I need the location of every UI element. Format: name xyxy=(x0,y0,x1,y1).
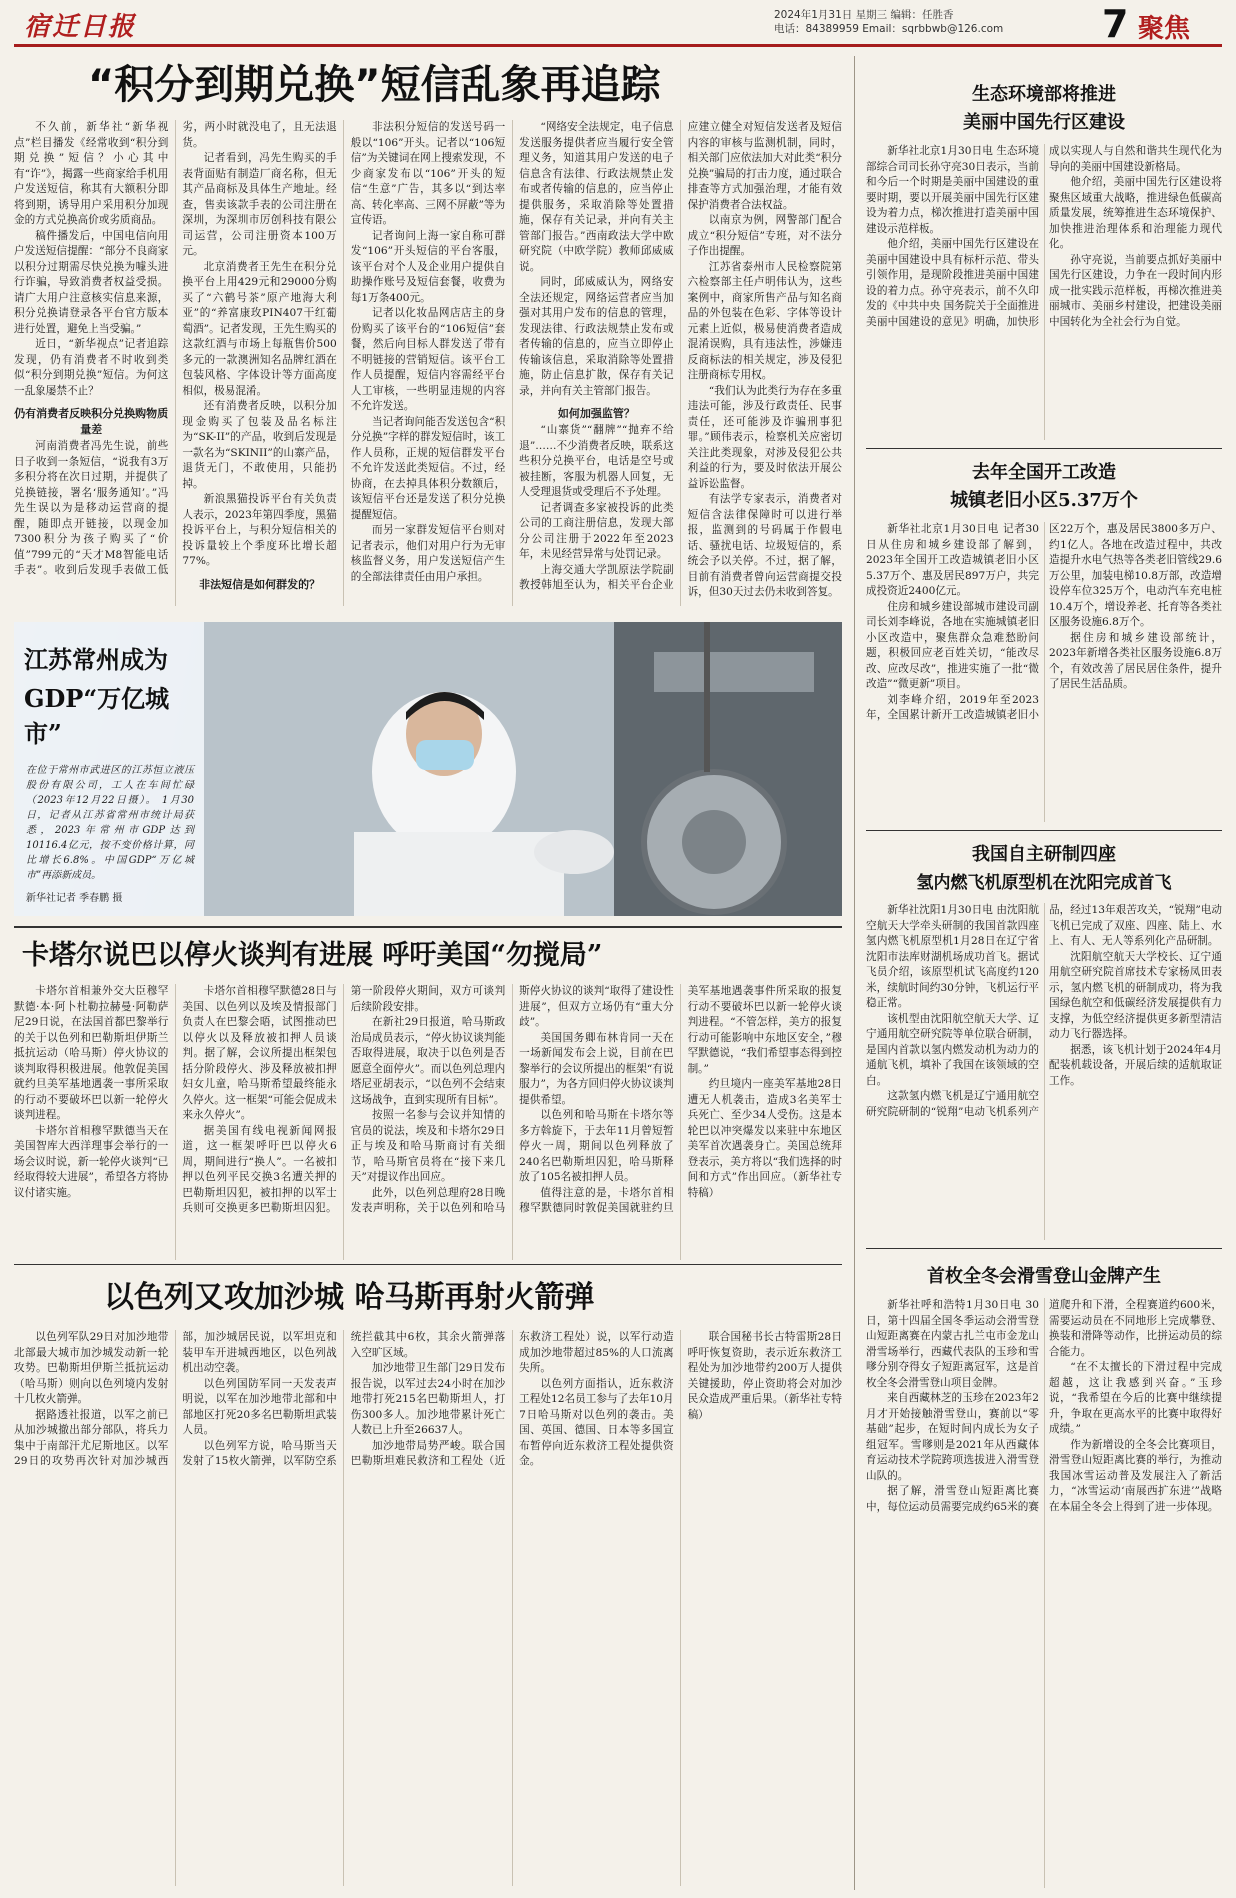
qatar-para: 卡塔尔首相穆罕默德28日与美国、以色列以及埃及情报部门负责人在巴黎会晤，试图推动巴以停火以及释放被扣押人员谈判。据了解，会议所提出框架包括分阶段停火、涉及释放被扣押妇女儿童，哈马斯希望最终能永久停火。这一框架“可能会促成未来永久停火”。 xyxy=(182,985,337,1121)
photo-credit: 新华社记者 季春鹏 摄 xyxy=(26,893,123,904)
photo-story xyxy=(14,622,842,916)
main-para: 非法积分短信的发送号码一般以“106”开头。记者以“106短信”为关键词在网上搜索发现，不少商家发布以“106”开头的短信“生意”广告，其多以“到达率高、转化率高、三网不屏蔽”等为宣传语。 xyxy=(350,121,506,226)
ski-story xyxy=(866,1262,1222,1890)
page-number: 7 xyxy=(1102,2,1129,46)
main-para: 还有消费者反映，以积分加现金购买了包装及品名标注为“SK-II”的产品，收到后发现是一款名为“SKINII”的山寨产品，退货无门，不敢使用，只能扔掉。 xyxy=(182,400,337,490)
hydrogen-para: 新华社沈阳1月30日电 由沈阳航空航天大学牵头研制的我国首款四座氢内燃飞机原型机1月28日在辽宁省沈阳市法库财湖机场成功首飞。据试飞员介绍，该原型机试飞高度约120米，续航时间约30分钟，飞机运行平稳正常。 xyxy=(866,904,1039,1009)
ecology-para: 他介绍，美丽中国先行区建设在美丽中国建设中具有标杆示范、带头引领作用，是现阶段推进美丽中国建设的着力点。孙守亮表示，前不久印发的《中共中央 国务院关于全面推进美丽中国建设的意见》明确，加快形成以实现人与自然和谐共生现代化为导向的美丽中国建设新格局。 xyxy=(866,145,1222,328)
main-headline: “积分到期兑换”短信乱象再追踪 xyxy=(88,62,661,108)
photo-headline-2: GDP“万亿城市” xyxy=(24,684,170,748)
main-para: 北京消费者王先生在积分兑换平台上用429元和29000分购买了“六鹤号茶”原产地海大利亚”的“养富康玫PIN407干红葡萄酒”。记者发现，王先生购买的这款红酒与市场上每瓶售价500多元的一款澳洲知名品牌红酒在包装风格、字体设计等方面高度相似，极易混淆。 xyxy=(182,260,337,397)
israel-para: 加沙地带卫生部门29日发布报告说，以军过去24小时在加沙地带打死215名巴勒斯坦人，打伤300多人。加沙地带累计死亡人数已上升至26637人。 xyxy=(350,1362,506,1436)
renovation-para: 据住房和城乡建设部统计，2023年新增各类社区服务设施6.8万个，有效改善了居民居住条件，提升了居民生活品质。 xyxy=(1049,631,1222,690)
main-para: “山寨货”“翻牌”“抛弃不给退”……不少消费者反映，联系这些积分兑换平台，电话是空号或被挂断，客服为机器人回复，无人受理退货或受理后不予处理。 xyxy=(519,424,674,498)
main-para: 江苏省泰州市人民检察院第六检察部主任卢明伟认为，这些案例中，商家所售产品与知名商品的外包装在色彩、字体等设计元素上近似，极易使消费者造成混淆误购，具有违法性，涉嫌违反商标法的相关规定，涉及侵犯注册商标专用权。 xyxy=(687,260,842,381)
israel-para: 以色列国防军同一天发表声明说，以军在加沙地带北部和中部地区打死20多名巴勒斯坦武装人员。 xyxy=(182,1377,337,1436)
renovation-para: 刘李峰介绍，2019年至2023年，全国累计新开工改造城镇老旧小区22万个，惠及居民3800多万户、约1亿人。各地在改造过程中，共改造提升水电气热等各类老旧管线29.6万公里，加装电梯10.8万部，改造增设停车位325万个，电动汽车充电桩10.4万个，增设养老、托育等各类社区服务设施6.8万个。 xyxy=(866,523,1222,721)
hydrogen-para: 沈阳航空航天大学校长、辽宁通用航空研究院首席技术专家杨凤田表示，氢内燃飞机的研制成功，将为我国绿色航空和低碳经济发展提供有力支撑，为低空经济提供更多新型清洁动力飞行器选择。 xyxy=(1049,950,1222,1040)
section-title: 聚焦 xyxy=(1138,14,1191,44)
main-body xyxy=(14,120,842,606)
qatar-para: 卡塔尔首相穆罕默德当天在美国智库大西洋理事会举行的一场会议时说，新一轮停火谈判“已经取得较大进展”，希望各方将协议付诸实施。 xyxy=(14,1124,169,1199)
divider-rule xyxy=(14,1264,842,1265)
column-divider xyxy=(854,56,855,1890)
divider-rule xyxy=(866,830,1222,831)
qatar-body xyxy=(14,984,842,1260)
ski-para: “在不太擅长的下滑过程中完成超越，这让我感到兴奋。”玉珍说，“我希望在今后的比赛中继续提升，争取在更高水平的比赛中取得好成绩。” xyxy=(1049,1361,1222,1435)
qatar-para: 卡塔尔首相兼外交大臣穆罕默德·本·阿卜杜勒拉赫曼·阿勒萨尼29日说，在法国首都巴黎举行的关于以色列和巴勒斯坦伊斯兰抵抗运动（哈马斯）停火协议的谈判取得积极进展。他敦促美国就约旦美军基地遇袭一事所采取的行动不要破坏巴以新一轮停火谈判进程。 xyxy=(14,985,169,1121)
ski-headline: 首枚全冬会滑雪登山金牌产生 xyxy=(927,1266,1161,1287)
ecology-headline-1: 生态环境部将推进 xyxy=(972,84,1116,105)
main-para: 当记者询问能否发送包含“积分兑换”字样的群发短信时，该工作人员称，正规的短信群发平台不允许发送此类短信。不过，经协商，在去掉具体积分数额后，该短信平台还是发送了积分兑换提醒短信。 xyxy=(350,415,506,521)
hydrogen-para: 该机型由沈阳航空航天大学、辽宁通用航空研究院等单位联合研制，是国内首款以氢内燃发动机为动力的通航飞机，填补了我国在该领域的空白。 xyxy=(866,1012,1039,1087)
divider-rule xyxy=(14,926,842,928)
divider-rule xyxy=(866,448,1222,449)
israel-headline: 以色列又攻加沙城 哈马斯再射火箭弹 xyxy=(104,1280,595,1315)
israel-para: 以色列方面指认，近东救济工程处12名员工参与了去年10月7日哈马斯对以色列的袭击。美国、英国、德国、日本等多国宣布暂停向近东救济工程处提供资金。 xyxy=(519,1377,674,1467)
ecology-body xyxy=(866,144,1222,440)
main-para: 记者以化妆品网店店主的身份购买了该平台的“106短信”套餐，然后向目标人群发送了带有不明链接的营销短信。该平台工作人员提醒，短信内容需经平台人工审核，一些明显违规的内容不允许发送。 xyxy=(350,307,506,412)
ski-para: 作为新增设的全冬会比赛项目，滑雪登山短距离比赛的举行，为推动我国冰雪运动普及发展注入了新活力，“冰雪运动‘南展西扩东进’”战略在本届全冬会上得到了进一步体现。 xyxy=(1049,1438,1222,1513)
masthead-meta xyxy=(774,8,1003,36)
qatar-para: 此外，以色列总理府28日晚发表声明称，关于以色列和哈马斯停火协议的谈判“取得了建设性进展”，但双方立场仍有“重大分歧”。 xyxy=(350,985,674,1214)
main-para: 河南消费者冯先生说，前些日子收到一条短信，“说我有3万多积分将在次日过期，并提供了兑换链接，署名‘服务通知’。”冯先生误以为是移动运营商的提醒，随即点开链接，以现金加7300积分为孩子购买了“价值”799元的“天才M8智能电话手表”。收到后发现手表做工低劣，两小时就没电了，且无法退货。 xyxy=(14,121,337,576)
newspaper-logo: 宿迁日报 xyxy=(24,12,137,42)
israel-para: 以色列军方说，哈马斯当天发射了15枚火箭弹，以军防空系统拦截其中6枚，其余火箭弹落入空旷区域。 xyxy=(182,1331,506,1467)
main-para: 近日，“新华视点”记者追踪发现，仍有消费者不时收到类似“积分到期兑换”短信。为何这一乱象屡禁不止？ xyxy=(14,338,169,397)
ecology-para: 孙守亮说，当前要点抓好美丽中国先行区建设，力争在一段时间内形成一批实践示范样板，再梯次推进美丽城市、美丽乡村建设，把建设美丽中国转化为全社会行为自觉。 xyxy=(1049,253,1222,328)
main-subhead: 仍有消费者反映积分兑换购物质量差 xyxy=(14,407,169,436)
contact-line: 电话：84389959 Email：sqrbbwb@126.com xyxy=(774,23,1004,35)
masthead xyxy=(14,2,1222,47)
main-para: 记者询问上海一家自称可群发“106”开头短信的平台客服，该平台对个人及企业用户提供自助操作账号及短信套餐，收费为每1万条400元。 xyxy=(350,229,506,304)
ecology-para: 他介绍，美丽中国先行区建设将聚焦区域重大战略，推进绿色低碳高质量发展，统筹推进生态环境保护、加快推进治理体系和治理能力现代化。 xyxy=(1049,176,1222,250)
ecology-story xyxy=(866,80,1222,440)
main-subhead: 如何加强监管？ xyxy=(557,407,635,420)
photo-caption-box xyxy=(14,622,204,916)
qatar-para: 按照一名参与会议并知情的官员的说法，埃及和卡塔尔29日正与埃及和哈马斯商讨有关细节，哈马斯官员将在“接下来几天”对提议作出回应。 xyxy=(350,1109,506,1183)
main-para: 而另一家群发短信平台则对记者表示，他们对用户行为无审核监督义务，用户发送短信产生的全部法律责任由用户承担。 xyxy=(350,524,506,583)
main-para: “网络安全法规定，电子信息发送服务提供者应当履行安全管理义务，知道其用户发送的电子信息含有法律、行政法规禁止发布或者传输的信息的，应当停止提供服务，采取消除等处置措施，保存有关记录，并向有关主管部门报告。”西南政法大学中欧研究院（中欧学院）教师邱威威说。 xyxy=(519,121,674,273)
main-para: 新浪黑猫投诉平台有关负责人表示，2023年第四季度，黑猫投诉平台上，与积分短信相关的投诉量较上个季度环比增长超77%。 xyxy=(182,493,337,567)
main-subhead: 非法短信是如何群发的？ xyxy=(199,577,321,591)
israel-story xyxy=(14,1270,842,1890)
ski-para: 据了解，滑雪登山短距离比赛中，每位运动员需要完成约65米的赛道爬升和下滑，全程赛道约600米，需要运动员在不同地形上完成攀登、换装和滑降等动作，比拼运动员的综合能力。 xyxy=(866,1299,1222,1513)
qatar-para: 在新社29日报道，哈马斯政治局成员表示，“停火协议谈判能否取得进展，取决于以色列是否愿意全面停火”。而以色列总理内塔尼亚胡表示，“以色列不会结束这场战争，直到实现所有目标”。 xyxy=(350,1016,506,1106)
ski-para: 来自西藏林芝的玉珍在2023年2月才开始接触滑雪登山，赛前以“零基础”起步，在短时间内成长为女子组冠军。雪嗲则是2021年从西藏体育运动技术学院跨项选拔进入滑雪登山队的。 xyxy=(866,1392,1039,1482)
main-para: 记者看到，冯先生购买的手表背面贴有制造厂商名称，但无其产品商标及具体生产地址。经查，售卖该款手表的公司注册在深圳，为深圳市厉创科技有限公司运营，公司注册资本100万元。 xyxy=(182,152,337,257)
main-para: “我们认为此类行为存在多重违法可能，涉及行政责任、民事责任，还可能涉及诈骗刑事犯罪。”顾伟表示，检察机关应密切关注此类现象，对涉及侵犯公共利益的行为，要及时依法开展公益诉讼监督。 xyxy=(687,384,842,490)
main-para: 以南京为例，网警部门配合成立“积分短信”专班，对不法分子作出提醒。 xyxy=(687,214,842,257)
israel-body xyxy=(14,1330,842,1886)
ecology-headline-2: 美丽中国先行区建设 xyxy=(963,112,1125,133)
divider-rule xyxy=(866,1248,1222,1249)
main-para: 同时，邱威威认为，网络安全法还规定，网络运营者应当加强对其用户发布的信息的管理，发现法律、行政法规禁止发布或者传输的信息的，应当立即停止传输该信息，采取消除等处置措施，防止信息扩散，保存有关记录，并向有关主管部门报告。 xyxy=(519,276,674,397)
photo-caption: 在位于常州市武进区的江苏恒立液压股份有限公司，工人在车间忙碌（2023年12月22日摄）。 1月30日，记者从江苏省常州市统计局获悉，2023年常州市GDP达到10116.4亿元，按不变价格计算，同比增长6.8%。中国GDP“万亿城市”再添新成员。 xyxy=(26,765,194,881)
israel-para: 据路透社报道，以军之前已从加沙城撤出部分部队，将兵力集中于南部汗尤尼斯地区。以军29日的攻势再次针对加沙城西部，加沙城居民说，以军坦克和装甲车开进城西地区，以色列战机出动空袭。 xyxy=(14,1331,337,1467)
qatar-para: 美国国务卿布林肯同一天在一场新闻发布会上说，目前在巴黎举行的会议所提出的框架“有说服力”，为各方回归停火协议谈判提供希望。 xyxy=(519,1031,674,1106)
main-para: 记者调查多家被投诉的此类公司的工商注册信息，发现大部分公司注册于2022年至2023年，未见经营异常与处罚记录。 xyxy=(519,501,674,560)
renovation-para: 住房和城乡建设部城市建设司副司长刘李峰说，各地在实施城镇老旧小区改造中，聚焦群众急难愁盼问题，积极回应老百姓关切，“能改尽改、应改尽改”，推进实施了一批“微改造”“微更新”项目。 xyxy=(866,600,1039,690)
israel-para: 加沙地带局势严峻。联合国巴勒斯坦难民救济和工程处（近东救济工程处）说，以军行动造成加沙地带超过85%的人口流离失所。 xyxy=(350,1331,674,1467)
ecology-para: 新华社北京1月30日电 生态环境部综合司司长孙守亮30日表示，当前和今后一个时期是美丽中国建设的重要时期，要以开展美丽中国先行区建设为着力点，梯次推进打造美丽中国建设示范样板。 xyxy=(866,145,1039,235)
hydrogen-headline-2: 氢内燃飞机原型机在沈阳完成首飞 xyxy=(916,873,1172,893)
photo-headline-1: 江苏常州成为 xyxy=(24,645,168,674)
israel-para: 联合国秘书长古特雷斯28日呼吁恢复资助，表示近东救济工程处为加沙地带约200万人提供关键援助，停止资助将会对加沙民众造成严重后果。（新华社专特稿） xyxy=(687,1331,842,1421)
qatar-para: 以色列和哈马斯在卡塔尔等多方斡旋下，于去年11月曾短暂停火一周，期间以色列释放了240名巴勒斯坦囚犯，哈马斯释放了105名被扣押人员。 xyxy=(519,1109,674,1183)
qatar-para: 约旦境内一座美军基地28日遭无人机袭击，造成3名美军士兵死亡、至少34人受伤。这是本轮巴以冲突爆发以来驻中东地区美军首次遇袭身亡。美国总统拜登表示，美方将以“我们选择的时间和方式”作出回应。（新华社专特稿） xyxy=(687,1078,842,1199)
ski-body xyxy=(866,1298,1222,1888)
main-para: 上海交通大学凯原法学院副教授韩旭至认为，相关平台企业应建立健全对短信发送者及短信内容的审核与监测机制，同时，相关部门应依法加大对此类“积分兑换”骗局的打击力度，通过联合排查等方式加强治理，才能有效保护消费者合法权益。 xyxy=(519,121,842,591)
ski-para: 新华社呼和浩特1月30日电 30日，第十四届全国冬季运动会滑雪登山短距离赛在内蒙古扎兰屯市金龙山滑雪场举行，西藏代表队的玉珍和雪嗲分别夺得女子短距离冠军，这是首枚全冬会滑雪登山项目金牌。 xyxy=(866,1299,1039,1389)
hydrogen-body xyxy=(866,903,1222,1240)
renovation-headline-2: 城镇老旧小区5.37万个 xyxy=(950,490,1138,511)
main-para: 有法学专家表示，消费者对短信含法律保障时可以进行举报，监测到的号码属于作假电话、骚扰电话、垃圾短信的，系统会予以关停。不过，据了解，目前有消费者曾向运营商提交投诉，但30天过去仍未收到答复。 xyxy=(687,493,842,598)
renovation-para: 新华社北京1月30日电 记者30日从住房和城乡建设部了解到，2023年全国开工改造城镇老旧小区5.37万个、惠及居民897万户，共完成投资近2400亿元。 xyxy=(866,523,1039,597)
qatar-para: 据美国有线电视新闻网报道，这一框架呼吁巴以停火6周，期间进行“换人”。一名被扣押以色列平民交换3名遭关押的巴勒斯坦囚犯，被扣押的以军士兵则可交换更多巴勒斯坦囚犯。第一阶段停火期间，双方可谈判后续阶段安排。 xyxy=(182,985,506,1214)
israel-para: 以色列军队29日对加沙地带北部最大城市加沙城发动新一轮攻势。巴勒斯坦伊斯兰抵抗运动（哈马斯）则向以色列境内发射十几枚火箭弹。 xyxy=(14,1331,169,1405)
qatar-headline: 卡塔尔说巴以停火谈判有进展 呼吁美国“勿搅局” xyxy=(22,940,603,971)
main-para: 稿件播发后，中国电信向用户发送短信提醒：“部分不良商家以积分过期需尽快兑换为噱头进行诈骗，导致消费者权益受损。请广大用户注意核实信息来源，积分兑换请登录各平台官方版本进行处置，避免上当受骗。” xyxy=(14,229,169,335)
hydrogen-para: 据悉，该飞机计划于2024年4月配装机载设备，开展后续的适航取证工作。 xyxy=(1049,1043,1222,1087)
qatar-para: 值得注意的是，卡塔尔首相穆罕默德同时敦促美国就驻约旦美军基地遇袭事件所采取的报复行动不要破坏巴以新一轮停火谈判进程。“不管怎样，美方的报复行动可能影响中东地区安全，”穆罕默德说，“我们希望事态得到控制。” xyxy=(519,985,842,1214)
main-story xyxy=(14,56,842,612)
main-para: 不久前，新华社“新华视点”栏目播发《经常收到“积分到期兑换”短信？小心其中有“诈”》，揭露一些商家给手机用户发送短信，称其有大额积分即将到期，诱导用户采用积分加现金的方式兑换高价或劣质商品。 xyxy=(14,121,169,226)
renovation-body xyxy=(866,522,1222,822)
hydrogen-headline-1: 我国自主研制四座 xyxy=(972,844,1116,865)
renovation-headline-1: 去年全国开工改造 xyxy=(972,462,1116,483)
hydrogen-para: 这款氢内燃飞机是辽宁通用航空研究院研制的“锐翔”电动飞机系列产品，经过13年艰苦攻关，“锐翔”电动飞机已完成了双座、四座、陆上、水上、有人、无人等系列化产品研制。 xyxy=(866,904,1222,1118)
renovation-story xyxy=(866,458,1222,822)
date-line: 2024年1月31日 星期三 编辑：任胜香 xyxy=(774,9,954,21)
hydrogen-plane-story xyxy=(866,840,1222,1240)
qatar-story xyxy=(14,934,842,1260)
